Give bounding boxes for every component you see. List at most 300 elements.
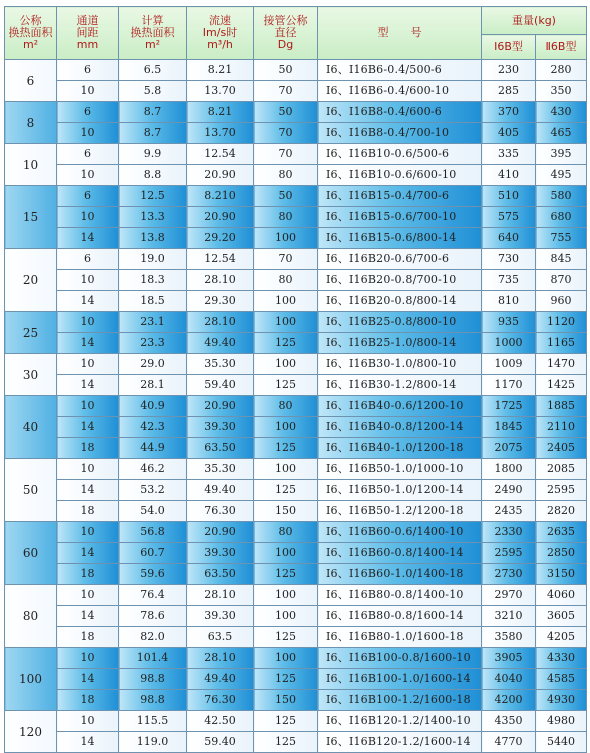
cell-weight-ii6b: 2085 bbox=[536, 459, 587, 480]
cell-weight-ii6b: 1120 bbox=[536, 312, 587, 333]
header-weight-type2: Ⅱ6B型 bbox=[536, 35, 587, 60]
cell-weight-i6b: 640 bbox=[482, 228, 536, 249]
cell-model: Ⅰ6、Ⅰ16B10-0.6/500-6 bbox=[318, 144, 482, 165]
cell-pipe-dg: 80 bbox=[254, 270, 318, 291]
cell-nominal-area: 120 bbox=[5, 711, 57, 753]
cell-weight-i6b: 1800 bbox=[482, 459, 536, 480]
cell-model: Ⅰ6、Ⅰ16B40-1.0/1200-18 bbox=[318, 438, 482, 459]
table-row bbox=[5, 585, 587, 606]
cell-spacing: 10 bbox=[57, 522, 119, 543]
cell-spacing: 10 bbox=[57, 711, 119, 732]
cell-nominal-area: 100 bbox=[5, 648, 57, 711]
cell-calc-area: 42.3 bbox=[119, 417, 187, 438]
cell-weight-i6b: 370 bbox=[482, 102, 536, 123]
cell-nominal-area: 15 bbox=[5, 186, 57, 249]
cell-model: Ⅰ6、Ⅰ16B30-1.0/800-10 bbox=[318, 354, 482, 375]
cell-weight-i6b: 4200 bbox=[482, 690, 536, 711]
cell-model: Ⅰ6、Ⅰ16B80-0.8/1400-10 bbox=[318, 585, 482, 606]
cell-model: Ⅰ6、Ⅰ16B60-1.0/1400-18 bbox=[318, 564, 482, 585]
cell-flow: 63.50 bbox=[187, 438, 254, 459]
cell-calc-area: 53.2 bbox=[119, 480, 187, 501]
cell-weight-ii6b: 4330 bbox=[536, 648, 587, 669]
cell-weight-ii6b: 3150 bbox=[536, 564, 587, 585]
cell-weight-i6b: 3210 bbox=[482, 606, 536, 627]
cell-spacing: 14 bbox=[57, 606, 119, 627]
cell-flow: 13.70 bbox=[187, 123, 254, 144]
cell-model: Ⅰ6、Ⅰ16B60-0.8/1400-14 bbox=[318, 543, 482, 564]
header-area-l1: 公称 bbox=[19, 14, 42, 27]
cell-model: Ⅰ6、Ⅰ16B50-1.0/1000-10 bbox=[318, 459, 482, 480]
cell-weight-ii6b: 845 bbox=[536, 249, 587, 270]
cell-calc-area: 76.4 bbox=[119, 585, 187, 606]
cell-weight-ii6b: 4930 bbox=[536, 690, 587, 711]
cell-weight-ii6b: 2110 bbox=[536, 417, 587, 438]
cell-calc-area: 23.3 bbox=[119, 333, 187, 354]
cell-model: Ⅰ6、Ⅰ16B8-0.4/600-6 bbox=[318, 102, 482, 123]
cell-pipe-dg: 80 bbox=[254, 207, 318, 228]
header-area bbox=[5, 7, 57, 60]
table-header bbox=[5, 7, 587, 60]
cell-spacing: 14 bbox=[57, 732, 119, 753]
cell-calc-area: 23.1 bbox=[119, 312, 187, 333]
header-pipe bbox=[254, 7, 318, 60]
header-flow-l2: Im/s时 bbox=[202, 26, 238, 39]
cell-weight-ii6b: 3605 bbox=[536, 606, 587, 627]
cell-model: Ⅰ6、Ⅰ16B80-0.8/1600-14 bbox=[318, 606, 482, 627]
cell-model: Ⅰ6、Ⅰ16B50-1.2/1200-18 bbox=[318, 501, 482, 522]
cell-nominal-area: 60 bbox=[5, 522, 57, 585]
header-flow bbox=[187, 7, 254, 60]
header-flow-l1: 流速 bbox=[209, 14, 231, 27]
cell-calc-area: 13.8 bbox=[119, 228, 187, 249]
cell-weight-ii6b: 350 bbox=[536, 81, 587, 102]
cell-flow: 39.30 bbox=[187, 543, 254, 564]
table-body bbox=[5, 60, 587, 753]
table-row bbox=[5, 501, 587, 522]
cell-model: Ⅰ6、Ⅰ16B6-0.4/600-10 bbox=[318, 81, 482, 102]
cell-calc-area: 8.8 bbox=[119, 165, 187, 186]
cell-weight-i6b: 1009 bbox=[482, 354, 536, 375]
cell-spacing: 14 bbox=[57, 333, 119, 354]
cell-nominal-area: 6 bbox=[5, 60, 57, 102]
cell-weight-ii6b: 4205 bbox=[536, 627, 587, 648]
cell-weight-i6b: 1725 bbox=[482, 396, 536, 417]
cell-flow: 28.10 bbox=[187, 648, 254, 669]
cell-weight-i6b: 2490 bbox=[482, 480, 536, 501]
cell-flow: 12.54 bbox=[187, 249, 254, 270]
cell-model: Ⅰ6、Ⅰ16B25-0.8/800-10 bbox=[318, 312, 482, 333]
cell-spacing: 6 bbox=[57, 249, 119, 270]
cell-weight-ii6b: 430 bbox=[536, 102, 587, 123]
header-area-l2: 换热面积 bbox=[8, 26, 53, 39]
cell-spacing: 6 bbox=[57, 60, 119, 81]
cell-flow: 39.30 bbox=[187, 417, 254, 438]
cell-pipe-dg: 100 bbox=[254, 543, 318, 564]
table-row bbox=[5, 417, 587, 438]
table-row bbox=[5, 564, 587, 585]
cell-pipe-dg: 70 bbox=[254, 81, 318, 102]
cell-weight-ii6b: 4585 bbox=[536, 669, 587, 690]
cell-spacing: 14 bbox=[57, 669, 119, 690]
cell-nominal-area: 30 bbox=[5, 354, 57, 396]
cell-weight-i6b: 510 bbox=[482, 186, 536, 207]
cell-weight-ii6b: 4980 bbox=[536, 711, 587, 732]
cell-calc-area: 18.5 bbox=[119, 291, 187, 312]
cell-spacing: 10 bbox=[57, 585, 119, 606]
cell-pipe-dg: 80 bbox=[254, 522, 318, 543]
cell-flow: 20.90 bbox=[187, 522, 254, 543]
header-calc-area bbox=[119, 7, 187, 60]
cell-weight-i6b: 2970 bbox=[482, 585, 536, 606]
cell-weight-i6b: 2330 bbox=[482, 522, 536, 543]
cell-weight-ii6b: 4060 bbox=[536, 585, 587, 606]
cell-spacing: 10 bbox=[57, 123, 119, 144]
cell-model: Ⅰ6、Ⅰ16B100-1.2/1600-18 bbox=[318, 690, 482, 711]
cell-weight-i6b: 4040 bbox=[482, 669, 536, 690]
cell-weight-i6b: 1845 bbox=[482, 417, 536, 438]
cell-pipe-dg: 100 bbox=[254, 312, 318, 333]
cell-weight-i6b: 405 bbox=[482, 123, 536, 144]
cell-weight-ii6b: 2850 bbox=[536, 543, 587, 564]
cell-model: Ⅰ6、Ⅰ16B100-1.0/1600-14 bbox=[318, 669, 482, 690]
cell-spacing: 6 bbox=[57, 186, 119, 207]
cell-calc-area: 6.5 bbox=[119, 60, 187, 81]
cell-flow: 35.30 bbox=[187, 459, 254, 480]
header-pipe-l2: 直径 bbox=[274, 26, 297, 39]
cell-weight-i6b: 4350 bbox=[482, 711, 536, 732]
cell-pipe-dg: 125 bbox=[254, 669, 318, 690]
cell-spacing: 10 bbox=[57, 396, 119, 417]
cell-weight-ii6b: 465 bbox=[536, 123, 587, 144]
cell-pipe-dg: 125 bbox=[254, 375, 318, 396]
cell-weight-ii6b: 870 bbox=[536, 270, 587, 291]
cell-calc-area: 98.8 bbox=[119, 690, 187, 711]
cell-model: Ⅰ6、Ⅰ16B10-0.6/600-10 bbox=[318, 165, 482, 186]
cell-model: Ⅰ6、Ⅰ16B30-1.2/800-14 bbox=[318, 375, 482, 396]
cell-model: Ⅰ6、Ⅰ16B15-0.4/700-6 bbox=[318, 186, 482, 207]
cell-weight-ii6b: 1470 bbox=[536, 354, 587, 375]
cell-pipe-dg: 125 bbox=[254, 711, 318, 732]
cell-model: Ⅰ6、Ⅰ16B6-0.4/500-6 bbox=[318, 60, 482, 81]
cell-weight-i6b: 1000 bbox=[482, 333, 536, 354]
table-row bbox=[5, 648, 587, 669]
cell-spacing: 14 bbox=[57, 543, 119, 564]
cell-weight-i6b: 575 bbox=[482, 207, 536, 228]
cell-spacing: 14 bbox=[57, 291, 119, 312]
cell-calc-area: 46.2 bbox=[119, 459, 187, 480]
header-spacing-l1: 通道 bbox=[76, 14, 99, 27]
cell-model: Ⅰ6、Ⅰ16B8-0.4/700-10 bbox=[318, 123, 482, 144]
cell-flow: 42.50 bbox=[187, 711, 254, 732]
table-row bbox=[5, 207, 587, 228]
cell-calc-area: 28.1 bbox=[119, 375, 187, 396]
cell-spacing: 18 bbox=[57, 627, 119, 648]
cell-nominal-area: 80 bbox=[5, 585, 57, 648]
cell-pipe-dg: 100 bbox=[254, 291, 318, 312]
cell-pipe-dg: 150 bbox=[254, 501, 318, 522]
cell-pipe-dg: 50 bbox=[254, 186, 318, 207]
cell-spacing: 18 bbox=[57, 690, 119, 711]
cell-spacing: 14 bbox=[57, 417, 119, 438]
cell-calc-area: 59.6 bbox=[119, 564, 187, 585]
header-area-unit: m² bbox=[22, 38, 39, 51]
cell-spacing: 14 bbox=[57, 228, 119, 249]
table-row bbox=[5, 102, 587, 123]
cell-calc-area: 98.8 bbox=[119, 669, 187, 690]
cell-spacing: 14 bbox=[57, 375, 119, 396]
cell-spacing: 10 bbox=[57, 81, 119, 102]
cell-pipe-dg: 100 bbox=[254, 228, 318, 249]
cell-weight-i6b: 730 bbox=[482, 249, 536, 270]
cell-calc-area: 54.0 bbox=[119, 501, 187, 522]
table-row bbox=[5, 459, 587, 480]
cell-weight-i6b: 2730 bbox=[482, 564, 536, 585]
cell-weight-i6b: 3905 bbox=[482, 648, 536, 669]
cell-model: Ⅰ6、Ⅰ16B80-1.0/1600-18 bbox=[318, 627, 482, 648]
cell-model: Ⅰ6、Ⅰ16B120-1.2/1400-10 bbox=[318, 711, 482, 732]
cell-pipe-dg: 125 bbox=[254, 732, 318, 753]
cell-calc-area: 19.0 bbox=[119, 249, 187, 270]
cell-model: Ⅰ6、Ⅰ16B100-0.8/1600-10 bbox=[318, 648, 482, 669]
cell-spacing: 10 bbox=[57, 354, 119, 375]
cell-flow: 8.210 bbox=[187, 186, 254, 207]
cell-pipe-dg: 125 bbox=[254, 564, 318, 585]
cell-weight-ii6b: 580 bbox=[536, 186, 587, 207]
cell-weight-i6b: 810 bbox=[482, 291, 536, 312]
cell-flow: 76.30 bbox=[187, 501, 254, 522]
cell-weight-ii6b: 960 bbox=[536, 291, 587, 312]
table-row bbox=[5, 354, 587, 375]
cell-flow: 59.40 bbox=[187, 375, 254, 396]
cell-model: Ⅰ6、Ⅰ16B20-0.8/800-14 bbox=[318, 291, 482, 312]
cell-weight-ii6b: 1885 bbox=[536, 396, 587, 417]
cell-pipe-dg: 50 bbox=[254, 60, 318, 81]
cell-pipe-dg: 150 bbox=[254, 690, 318, 711]
header-pipe-l1: 接管公称 bbox=[263, 14, 308, 27]
table-row bbox=[5, 81, 587, 102]
cell-spacing: 10 bbox=[57, 165, 119, 186]
table-row bbox=[5, 690, 587, 711]
cell-weight-ii6b: 1165 bbox=[536, 333, 587, 354]
cell-nominal-area: 20 bbox=[5, 249, 57, 312]
cell-weight-ii6b: 680 bbox=[536, 207, 587, 228]
cell-spacing: 18 bbox=[57, 438, 119, 459]
table-row bbox=[5, 312, 587, 333]
cell-weight-i6b: 285 bbox=[482, 81, 536, 102]
cell-weight-i6b: 3580 bbox=[482, 627, 536, 648]
header-spacing-unit: mm bbox=[76, 38, 99, 51]
table-row bbox=[5, 249, 587, 270]
table-row bbox=[5, 669, 587, 690]
cell-pipe-dg: 70 bbox=[254, 144, 318, 165]
cell-model: Ⅰ6、Ⅰ16B50-1.0/1200-14 bbox=[318, 480, 482, 501]
cell-model: Ⅰ6、Ⅰ16B40-0.6/1200-10 bbox=[318, 396, 482, 417]
cell-nominal-area: 8 bbox=[5, 102, 57, 144]
cell-flow: 20.90 bbox=[187, 396, 254, 417]
table-row bbox=[5, 732, 587, 753]
cell-weight-ii6b: 755 bbox=[536, 228, 587, 249]
table-row bbox=[5, 438, 587, 459]
cell-pipe-dg: 100 bbox=[254, 606, 318, 627]
table-row bbox=[5, 543, 587, 564]
cell-calc-area: 40.9 bbox=[119, 396, 187, 417]
cell-model: Ⅰ6、Ⅰ16B60-0.6/1400-10 bbox=[318, 522, 482, 543]
cell-weight-i6b: 2595 bbox=[482, 543, 536, 564]
cell-flow: 63.5 bbox=[187, 627, 254, 648]
cell-calc-area: 29.0 bbox=[119, 354, 187, 375]
cell-flow: 49.40 bbox=[187, 669, 254, 690]
cell-spacing: 10 bbox=[57, 207, 119, 228]
cell-calc-area: 115.5 bbox=[119, 711, 187, 732]
cell-pipe-dg: 50 bbox=[254, 102, 318, 123]
header-calc-l2: 换热面积 bbox=[130, 26, 175, 39]
cell-weight-ii6b: 2595 bbox=[536, 480, 587, 501]
cell-model: Ⅰ6、Ⅰ16B25-1.0/800-14 bbox=[318, 333, 482, 354]
table-row bbox=[5, 165, 587, 186]
table-row bbox=[5, 480, 587, 501]
table-row bbox=[5, 186, 587, 207]
cell-flow: 20.90 bbox=[187, 207, 254, 228]
cell-weight-i6b: 1170 bbox=[482, 375, 536, 396]
cell-pipe-dg: 70 bbox=[254, 249, 318, 270]
cell-weight-i6b: 735 bbox=[482, 270, 536, 291]
cell-calc-area: 12.5 bbox=[119, 186, 187, 207]
cell-flow: 39.30 bbox=[187, 606, 254, 627]
cell-weight-ii6b: 5440 bbox=[536, 732, 587, 753]
cell-flow: 35.30 bbox=[187, 354, 254, 375]
cell-calc-area: 18.3 bbox=[119, 270, 187, 291]
cell-spacing: 10 bbox=[57, 648, 119, 669]
cell-weight-ii6b: 2405 bbox=[536, 438, 587, 459]
cell-pipe-dg: 100 bbox=[254, 459, 318, 480]
cell-flow: 8.21 bbox=[187, 102, 254, 123]
cell-weight-i6b: 2075 bbox=[482, 438, 536, 459]
cell-model: Ⅰ6、Ⅰ16B40-0.8/1200-14 bbox=[318, 417, 482, 438]
cell-pipe-dg: 80 bbox=[254, 396, 318, 417]
cell-flow: 8.21 bbox=[187, 60, 254, 81]
cell-calc-area: 13.3 bbox=[119, 207, 187, 228]
table-row bbox=[5, 333, 587, 354]
cell-pipe-dg: 100 bbox=[254, 585, 318, 606]
cell-calc-area: 82.0 bbox=[119, 627, 187, 648]
cell-flow: 13.70 bbox=[187, 81, 254, 102]
cell-flow: 76.30 bbox=[187, 690, 254, 711]
cell-flow: 28.10 bbox=[187, 585, 254, 606]
cell-flow: 49.40 bbox=[187, 333, 254, 354]
cell-pipe-dg: 125 bbox=[254, 333, 318, 354]
header-calc-l1: 计算 bbox=[141, 14, 164, 27]
cell-spacing: 10 bbox=[57, 270, 119, 291]
header-model: 型 号 bbox=[318, 7, 482, 60]
cell-calc-area: 78.6 bbox=[119, 606, 187, 627]
cell-flow: 29.20 bbox=[187, 228, 254, 249]
cell-flow: 49.40 bbox=[187, 480, 254, 501]
cell-nominal-area: 25 bbox=[5, 312, 57, 354]
cell-weight-i6b: 335 bbox=[482, 144, 536, 165]
table-row bbox=[5, 375, 587, 396]
cell-model: Ⅰ6、Ⅰ16B20-0.6/700-6 bbox=[318, 249, 482, 270]
cell-spacing: 14 bbox=[57, 480, 119, 501]
cell-pipe-dg: 100 bbox=[254, 354, 318, 375]
cell-weight-ii6b: 1425 bbox=[536, 375, 587, 396]
cell-pipe-dg: 125 bbox=[254, 438, 318, 459]
cell-weight-i6b: 935 bbox=[482, 312, 536, 333]
cell-calc-area: 5.8 bbox=[119, 81, 187, 102]
cell-model: Ⅰ6、Ⅰ16B20-0.8/700-10 bbox=[318, 270, 482, 291]
cell-weight-ii6b: 495 bbox=[536, 165, 587, 186]
cell-pipe-dg: 125 bbox=[254, 480, 318, 501]
table-row bbox=[5, 123, 587, 144]
cell-pipe-dg: 100 bbox=[254, 417, 318, 438]
cell-pipe-dg: 70 bbox=[254, 123, 318, 144]
spec-table bbox=[4, 6, 587, 753]
cell-spacing: 6 bbox=[57, 102, 119, 123]
cell-weight-i6b: 4770 bbox=[482, 732, 536, 753]
cell-flow: 63.50 bbox=[187, 564, 254, 585]
header-weight-type1: Ⅰ6B型 bbox=[482, 35, 536, 60]
cell-calc-area: 56.8 bbox=[119, 522, 187, 543]
cell-weight-ii6b: 2635 bbox=[536, 522, 587, 543]
header-pipe-unit: Dg bbox=[277, 38, 294, 51]
header-weight: 重量(kg) bbox=[482, 7, 587, 35]
cell-weight-i6b: 410 bbox=[482, 165, 536, 186]
cell-calc-area: 8.7 bbox=[119, 102, 187, 123]
cell-weight-ii6b: 395 bbox=[536, 144, 587, 165]
table-row bbox=[5, 291, 587, 312]
cell-flow: 20.90 bbox=[187, 165, 254, 186]
table-row bbox=[5, 60, 587, 81]
cell-spacing: 10 bbox=[57, 459, 119, 480]
table-row bbox=[5, 627, 587, 648]
cell-weight-i6b: 2435 bbox=[482, 501, 536, 522]
cell-pipe-dg: 100 bbox=[254, 648, 318, 669]
header-calc-unit: m² bbox=[144, 38, 161, 51]
cell-spacing: 6 bbox=[57, 144, 119, 165]
cell-flow: 12.54 bbox=[187, 144, 254, 165]
cell-nominal-area: 40 bbox=[5, 396, 57, 459]
cell-spacing: 18 bbox=[57, 564, 119, 585]
header-spacing bbox=[57, 7, 119, 60]
cell-spacing: 10 bbox=[57, 312, 119, 333]
cell-nominal-area: 10 bbox=[5, 144, 57, 186]
cell-model: Ⅰ6、Ⅰ16B15-0.6/800-14 bbox=[318, 228, 482, 249]
cell-model: Ⅰ6、Ⅰ16B120-1.2/1600-14 bbox=[318, 732, 482, 753]
cell-weight-i6b: 230 bbox=[482, 60, 536, 81]
table-row bbox=[5, 606, 587, 627]
table-row bbox=[5, 144, 587, 165]
cell-calc-area: 60.7 bbox=[119, 543, 187, 564]
header-spacing-l2: 间距 bbox=[76, 26, 99, 39]
cell-pipe-dg: 80 bbox=[254, 165, 318, 186]
table-row bbox=[5, 711, 587, 732]
cell-flow: 28.10 bbox=[187, 312, 254, 333]
cell-weight-ii6b: 2820 bbox=[536, 501, 587, 522]
table-row bbox=[5, 270, 587, 291]
cell-calc-area: 119.0 bbox=[119, 732, 187, 753]
table-row bbox=[5, 396, 587, 417]
header-flow-unit: m³/h bbox=[207, 38, 233, 51]
cell-flow: 28.10 bbox=[187, 270, 254, 291]
cell-calc-area: 8.7 bbox=[119, 123, 187, 144]
cell-calc-area: 44.9 bbox=[119, 438, 187, 459]
cell-nominal-area: 50 bbox=[5, 459, 57, 522]
cell-flow: 59.40 bbox=[187, 732, 254, 753]
cell-weight-ii6b: 280 bbox=[536, 60, 587, 81]
cell-calc-area: 9.9 bbox=[119, 144, 187, 165]
table-row bbox=[5, 228, 587, 249]
cell-calc-area: 101.4 bbox=[119, 648, 187, 669]
cell-model: Ⅰ6、Ⅰ16B15-0.6/700-10 bbox=[318, 207, 482, 228]
